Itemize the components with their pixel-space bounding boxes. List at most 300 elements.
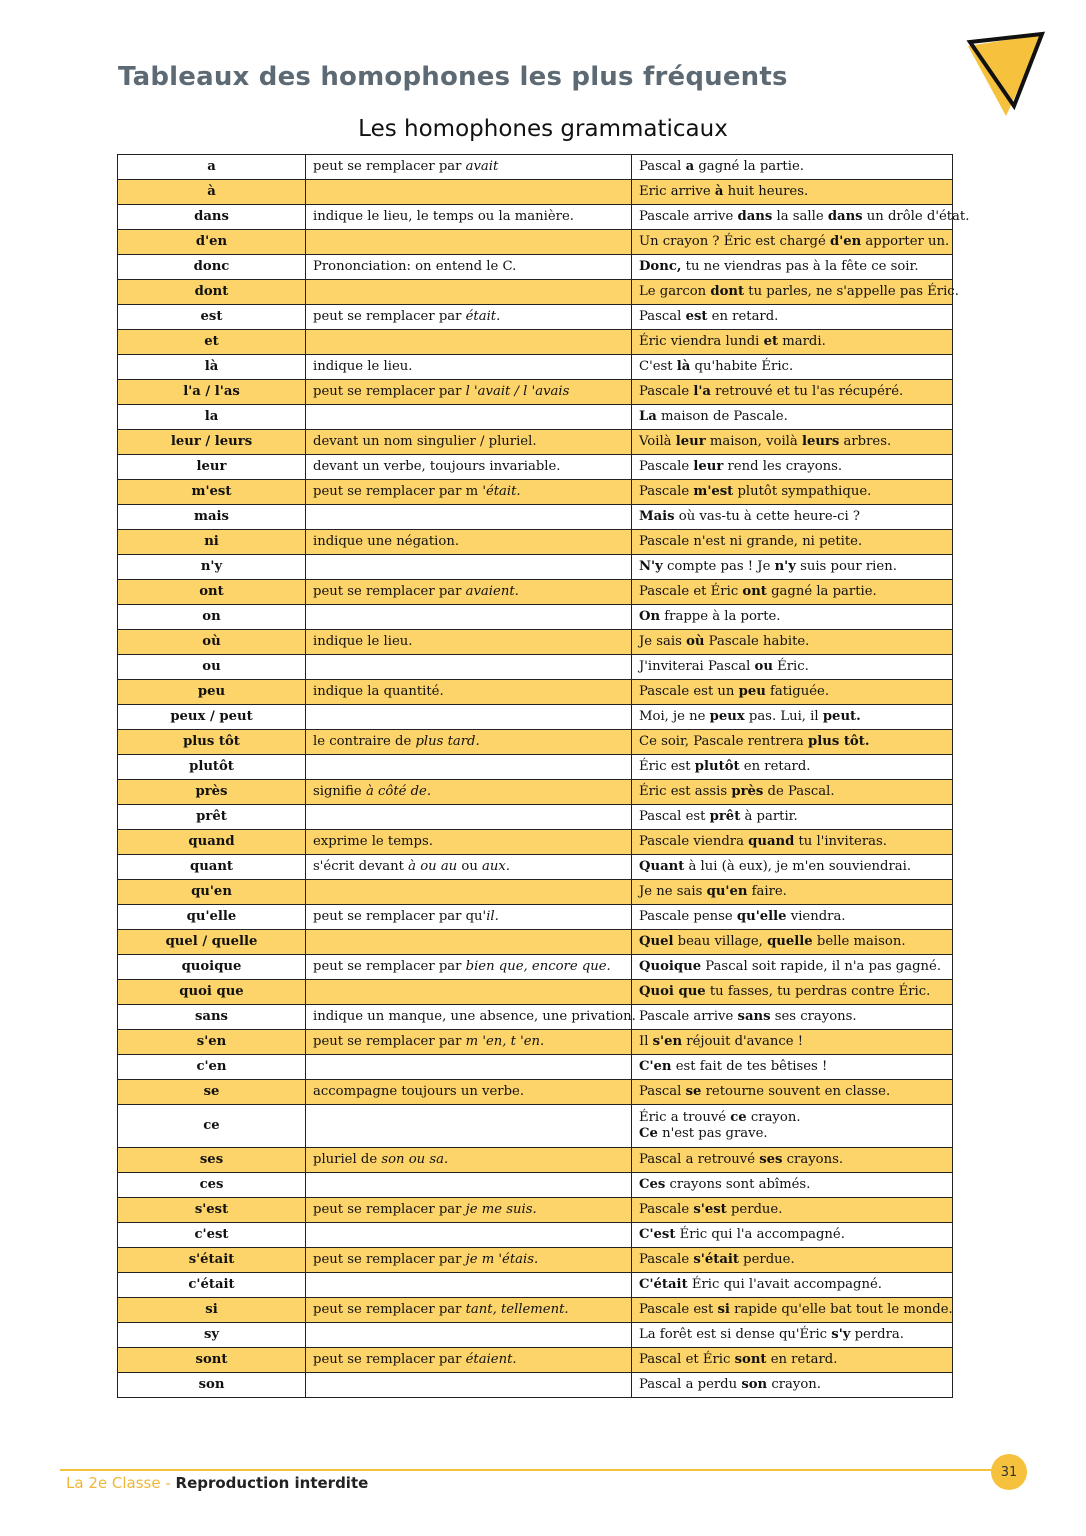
bold-text: là: [676, 359, 691, 374]
rule-cell: [306, 180, 632, 205]
example-cell: [632, 1223, 953, 1248]
example-cell: [632, 755, 953, 780]
italic-text: avait: [465, 159, 499, 174]
homophone-cell: sans: [118, 1005, 306, 1030]
example-cell: [632, 305, 953, 330]
bold-text: C'est: [639, 1227, 676, 1242]
homophone-cell: si: [118, 1298, 306, 1323]
homophone-cell: quel / quelle: [118, 930, 306, 955]
text: réjouit d'avance !: [682, 1034, 804, 1049]
homophone-cell: quant: [118, 855, 306, 880]
text: Pascale habite.: [704, 634, 810, 649]
table-row: [118, 1105, 953, 1148]
italic-text: avaient.: [465, 584, 519, 599]
text: crayons.: [782, 1152, 844, 1167]
bold-text: dont: [710, 284, 745, 299]
text: un drôle d'état.: [862, 209, 970, 224]
text: Éric est assis: [639, 784, 732, 799]
table-subtitle: Les homophones grammaticaux: [358, 116, 728, 142]
text: Eric arrive: [639, 184, 715, 199]
text: maison, voilà: [705, 434, 802, 449]
homophone-cell: est: [118, 305, 306, 330]
rule-cell: [306, 380, 632, 405]
example-cell: [632, 330, 953, 355]
text: Pascale et Éric: [639, 584, 743, 599]
table-row: [118, 580, 953, 605]
text: peut se remplacer par: [313, 584, 466, 599]
table-row: [118, 255, 953, 280]
example-cell: [632, 855, 953, 880]
table-row: [118, 780, 953, 805]
example-cell: [632, 1248, 953, 1273]
rule-cell: [306, 555, 632, 580]
homophone-cell: qu'elle: [118, 905, 306, 930]
text: Voilà: [639, 434, 676, 449]
text: compte pas ! Je: [662, 559, 775, 574]
example-cell: [632, 1373, 953, 1398]
table-row: [118, 1273, 953, 1298]
table-row: [118, 1173, 953, 1198]
homophone-cell: s'était: [118, 1248, 306, 1273]
bold-text: sont: [734, 1352, 767, 1367]
example-cell: [632, 1273, 953, 1298]
rule-cell: [306, 905, 632, 930]
italic-text: bien que, encore que.: [465, 959, 611, 974]
homophone-cell: prêt: [118, 805, 306, 830]
text: tu parles, ne s'appelle pas Éric.: [744, 284, 959, 299]
bold-text: ce: [730, 1110, 747, 1125]
bold-text: s'était: [693, 1252, 739, 1267]
bold-text: leur: [675, 434, 706, 449]
homophone-cell: dans: [118, 205, 306, 230]
rule-cell: [306, 1323, 632, 1348]
text: Il: [639, 1034, 653, 1049]
bold-text: plus tôt.: [808, 734, 870, 749]
bold-text: plutôt: [694, 759, 740, 774]
text: de Pascal.: [763, 784, 835, 799]
rule-cell: [306, 455, 632, 480]
rule-cell: [306, 1373, 632, 1398]
italic-text: tant, tellement.: [465, 1302, 569, 1317]
text: perdra.: [850, 1327, 904, 1342]
homophones-table: [117, 154, 970, 1398]
homophone-cell: où: [118, 630, 306, 655]
bold-text: son: [741, 1377, 768, 1392]
bold-text: dans: [827, 209, 863, 224]
homophone-cell: c'est: [118, 1223, 306, 1248]
bold-text: où: [686, 634, 705, 649]
homophone-cell: la: [118, 405, 306, 430]
text: crayons sont abîmés.: [665, 1177, 811, 1192]
text: Pascale: [639, 1252, 694, 1267]
italic-text: il.: [486, 909, 499, 924]
bold-text: On: [639, 609, 661, 624]
table-row: [118, 1348, 953, 1373]
bold-text: La: [639, 409, 657, 424]
example-cell: [632, 380, 953, 405]
rule-cell: [306, 1080, 632, 1105]
rule-cell: [306, 1030, 632, 1055]
italic-text: aux.: [482, 859, 511, 874]
bold-text: sans: [737, 1009, 771, 1024]
example-cell: [632, 980, 953, 1005]
rule-cell: [306, 580, 632, 605]
table-row: [118, 1298, 953, 1323]
bold-text: Quoique: [639, 959, 702, 974]
text: devant un nom singulier / pluriel.: [313, 434, 537, 449]
italic-text: l 'avait / l 'avais: [465, 384, 570, 399]
bold-text: qu'elle: [736, 909, 787, 924]
rule-cell: [306, 655, 632, 680]
homophone-cell: donc: [118, 255, 306, 280]
table-row: [118, 705, 953, 730]
text: Pascal: [639, 309, 686, 324]
bold-text: s'est: [693, 1202, 727, 1217]
table-row: [118, 630, 953, 655]
example-cell: [632, 1105, 953, 1148]
table-row: [118, 1080, 953, 1105]
text: perdue.: [738, 1252, 795, 1267]
text: en retard.: [739, 759, 811, 774]
text: Le garcon: [639, 284, 711, 299]
text: est fait de tes bêtises !: [671, 1059, 828, 1074]
homophone-cell: ou: [118, 655, 306, 680]
text: gagné la partie.: [694, 159, 804, 174]
bold-text: s'en: [652, 1034, 683, 1049]
text: Pascale: [639, 459, 694, 474]
text: mardi.: [778, 334, 826, 349]
table-row: [118, 455, 953, 480]
table-row: [118, 1030, 953, 1055]
table-row: [118, 180, 953, 205]
bold-text: n'y: [774, 559, 796, 574]
text: frappe à la porte.: [660, 609, 781, 624]
example-cell: [632, 680, 953, 705]
table-row: [118, 655, 953, 680]
page-title: Tableaux des homophones les plus fréquents: [118, 62, 788, 92]
rule-cell: [306, 855, 632, 880]
italic-text: plus tard.: [415, 734, 480, 749]
text: indique un manque, une absence, une privation.: [313, 1009, 636, 1024]
text: Éric qui l'a accompagné.: [675, 1227, 845, 1242]
table-row: [118, 755, 953, 780]
table-row: [118, 355, 953, 380]
bold-text: quand: [748, 834, 795, 849]
bold-text: a: [685, 159, 695, 174]
example-cell: [632, 555, 953, 580]
text: qu'habite Éric.: [690, 359, 794, 374]
text: le contraire de: [313, 734, 416, 749]
table-row: [118, 730, 953, 755]
rule-cell: [306, 930, 632, 955]
example-cell: [632, 505, 953, 530]
bold-text: s'y: [831, 1327, 851, 1342]
text: Pascal a perdu: [639, 1377, 742, 1392]
text: peut se remplacer par: [313, 1302, 466, 1317]
text: ses crayons.: [770, 1009, 857, 1024]
text: Pascale pense: [639, 909, 737, 924]
bold-text: se: [685, 1084, 702, 1099]
homophone-cell: d'en: [118, 230, 306, 255]
homophone-cell: l'a / l'as: [118, 380, 306, 405]
rule-cell: [306, 1298, 632, 1323]
text: J'inviterai Pascal: [639, 659, 755, 674]
rule-cell: [306, 730, 632, 755]
bold-text: d'en: [829, 234, 862, 249]
rule-cell: [306, 805, 632, 830]
bold-text: à: [714, 184, 724, 199]
text: la salle: [772, 209, 828, 224]
table-row: [118, 1323, 953, 1348]
text: pluriel de: [313, 1152, 382, 1167]
homophone-cell: se: [118, 1080, 306, 1105]
text: Éric a trouvé: [639, 1110, 731, 1125]
homophone-cell: à: [118, 180, 306, 205]
table-row: [118, 930, 953, 955]
text: maison de Pascale.: [656, 409, 788, 424]
text: arbres.: [839, 434, 892, 449]
rule-cell: [306, 630, 632, 655]
rule-cell: [306, 1173, 632, 1198]
rule-cell: [306, 530, 632, 555]
italic-text: à ou au: [408, 859, 458, 874]
text: Pascal a retrouvé: [639, 1152, 760, 1167]
text: plutôt sympathique.: [733, 484, 872, 499]
example-cell: [632, 1148, 953, 1173]
example-cell: [632, 255, 953, 280]
bold-text: si: [717, 1302, 730, 1317]
bold-text: Quant: [639, 859, 685, 874]
table-row: [118, 1148, 953, 1173]
bold-text: Donc,: [639, 259, 682, 274]
table-row: [118, 1005, 953, 1030]
text: accompagne toujours un verbe.: [313, 1084, 525, 1099]
homophone-cell: quoique: [118, 955, 306, 980]
example-cell: [632, 880, 953, 905]
homophone-cell: leur / leurs: [118, 430, 306, 455]
rule-cell: [306, 780, 632, 805]
text: exprime le temps.: [313, 834, 433, 849]
text: huit heures.: [723, 184, 809, 199]
rule-cell: [306, 430, 632, 455]
text: faire.: [747, 884, 787, 899]
example-cell: [632, 205, 970, 230]
text: peut se remplacer par: [313, 1034, 466, 1049]
rule-cell: [306, 480, 632, 505]
bold-text: Quel: [639, 934, 674, 949]
bold-text: C'en: [639, 1059, 672, 1074]
example-cell: [632, 230, 953, 255]
text: rend les crayons.: [723, 459, 843, 474]
rule-cell: [306, 230, 632, 255]
table-row: [118, 555, 953, 580]
text: Pascal soit rapide, il n'a pas gagné.: [701, 959, 942, 974]
bold-text: quelle: [767, 934, 813, 949]
text: indique le lieu.: [313, 634, 413, 649]
text: devant un verbe, toujours invariable.: [313, 459, 561, 474]
table-row: [118, 280, 953, 305]
bold-text: Ce: [639, 1126, 658, 1141]
italic-text: 'était.: [482, 484, 521, 499]
text: Pascale arrive: [639, 209, 738, 224]
example-cell: [632, 1005, 953, 1030]
text: tu l'inviteras.: [794, 834, 887, 849]
table-row: [118, 880, 953, 905]
example-cell: [632, 1323, 953, 1348]
text: perdue.: [726, 1202, 783, 1217]
text: Éric est: [639, 759, 695, 774]
text: Pascale: [639, 384, 694, 399]
text: Moi, je ne: [639, 709, 710, 724]
text: n'est pas grave.: [657, 1126, 768, 1141]
bold-text: m'est: [693, 484, 734, 499]
homophone-cell: plutôt: [118, 755, 306, 780]
rule-cell: [306, 680, 632, 705]
example-cell: [632, 630, 953, 655]
example-cell: [632, 430, 953, 455]
text: peut se remplacer par: [313, 1252, 466, 1267]
text: peut se remplacer par: [313, 1352, 466, 1367]
logo: [962, 30, 1052, 126]
rule-cell: [306, 1055, 632, 1080]
text: Pascal: [639, 159, 686, 174]
rule-cell: [306, 1223, 632, 1248]
rule-cell: [306, 155, 632, 180]
italic-text: son ou sa.: [381, 1152, 449, 1167]
text: peut se remplacer par: [313, 384, 466, 399]
italic-text: à côté de.: [365, 784, 432, 799]
homophone-cell: qu'en: [118, 880, 306, 905]
bold-text: N'y: [639, 559, 663, 574]
bold-text: qu'en: [706, 884, 748, 899]
text: C'est: [639, 359, 677, 374]
text: apporter un.: [861, 234, 950, 249]
text: retrouvé et tu l'as récupéré.: [710, 384, 904, 399]
rule-cell: [306, 755, 632, 780]
example-cell: [632, 1080, 953, 1105]
footer-brand: La 2e Classe: [66, 1474, 161, 1492]
bold-text: ont: [742, 584, 767, 599]
text: peut se remplacer par: [313, 309, 466, 324]
text: en retard.: [707, 309, 779, 324]
bold-text: dans: [737, 209, 773, 224]
text: à partir.: [740, 809, 798, 824]
table-row: [118, 205, 953, 230]
bold-text: peu: [738, 684, 766, 699]
example-cell: [632, 1030, 953, 1055]
homophone-cell: leur: [118, 455, 306, 480]
text: indique la quantité.: [313, 684, 444, 699]
page-number: 31: [991, 1454, 1027, 1490]
footer-note: Reproduction interdite: [175, 1474, 369, 1492]
rule-cell: [306, 1105, 632, 1148]
text: en retard.: [766, 1352, 838, 1367]
example-cell: [632, 805, 953, 830]
homophone-cell: c'était: [118, 1273, 306, 1298]
example-cell: [632, 955, 953, 980]
text: Éric viendra lundi: [639, 334, 764, 349]
table-row: [118, 1373, 953, 1398]
rule-cell: [306, 255, 632, 280]
rule-cell: [306, 1248, 632, 1273]
bold-text: prêt: [709, 809, 741, 824]
bold-text: peut.: [822, 709, 861, 724]
homophone-cell: sont: [118, 1348, 306, 1373]
homophone-cell: n'y: [118, 555, 306, 580]
rule-cell: [306, 830, 632, 855]
example-cell: [632, 455, 953, 480]
rule-cell: [306, 605, 632, 630]
text: Un crayon ? Éric est chargé: [639, 234, 830, 249]
homophone-cell: ce: [118, 1105, 306, 1148]
bold-text: leur: [693, 459, 724, 474]
example-cell: [632, 480, 953, 505]
table-row: [118, 230, 953, 255]
text: Pascale: [639, 1202, 694, 1217]
text: indique une négation.: [313, 534, 460, 549]
bold-text: et: [763, 334, 779, 349]
text: Je sais: [639, 634, 687, 649]
text: Pascal: [639, 1084, 686, 1099]
footer: [66, 1474, 368, 1492]
example-cell: [632, 605, 953, 630]
rule-cell: [306, 1273, 632, 1298]
homophone-cell: m'est: [118, 480, 306, 505]
example-cell: [632, 280, 959, 305]
text: Pascal et Éric: [639, 1352, 735, 1367]
text: peut se remplacer par: [313, 159, 466, 174]
italic-text: je me suis.: [465, 1202, 537, 1217]
bold-text: ou: [754, 659, 773, 674]
bold-text: Quoi que: [639, 984, 706, 999]
text: Pascale est un: [639, 684, 739, 699]
table-row: [118, 1198, 953, 1223]
rule-cell: [306, 1148, 632, 1173]
text: Pascale est: [639, 1302, 718, 1317]
text: Je ne sais: [639, 884, 707, 899]
homophone-cell: quoi que: [118, 980, 306, 1005]
text: peut se remplacer par: [313, 1202, 466, 1217]
text: où vas-tu à cette heure-ci ?: [674, 509, 860, 524]
homophone-cell: plus tôt: [118, 730, 306, 755]
rule-cell: [306, 880, 632, 905]
table-row: [118, 680, 953, 705]
table-row: [118, 1248, 953, 1273]
example-cell: [632, 1055, 953, 1080]
bold-text: leurs: [801, 434, 840, 449]
text: Éric.: [772, 659, 809, 674]
rule-cell: [306, 305, 632, 330]
text: tu fasses, tu perdras contre Éric.: [705, 984, 931, 999]
homophone-cell: ses: [118, 1148, 306, 1173]
homophone-cell: s'est: [118, 1198, 306, 1223]
text: pas. Lui, il: [744, 709, 823, 724]
homophone-cell: c'en: [118, 1055, 306, 1080]
text: La forêt est si dense qu'Éric: [639, 1327, 832, 1342]
text: Pascale: [639, 484, 694, 499]
homophone-cell: on: [118, 605, 306, 630]
text: Pascal est: [639, 809, 710, 824]
homophone-cell: s'en: [118, 1030, 306, 1055]
example-cell: [632, 1298, 953, 1323]
text: beau village,: [673, 934, 768, 949]
rule-cell: [306, 505, 632, 530]
rule-cell: [306, 1005, 636, 1030]
example-cell: [632, 780, 953, 805]
text: Pascale arrive: [639, 1009, 738, 1024]
text: à lui (à eux), je m'en souviendrai.: [684, 859, 912, 874]
italic-text: étaient.: [465, 1352, 517, 1367]
